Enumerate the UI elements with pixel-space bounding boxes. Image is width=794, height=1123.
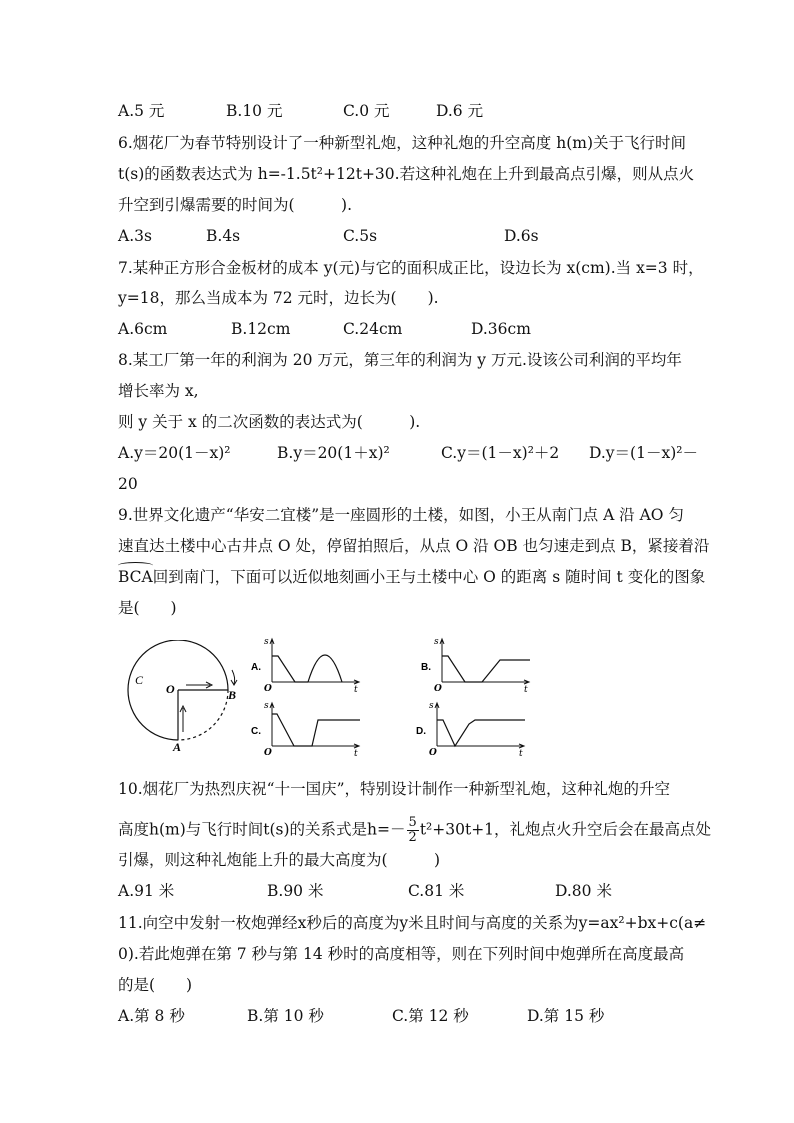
point-b-label: B [228, 688, 237, 702]
q10-line-2-b: t²+30t+1，礼炮点火升空后会在最高点处 [419, 820, 712, 839]
graph-b-label: B. [421, 662, 431, 673]
q9-line-3-rest: 回到南门，下面可以近似地刻画小王与土楼中心 O 的距离 s 随时间 t 变化的图象 [152, 568, 706, 586]
q10-option-a: A.91 米 [118, 882, 175, 900]
q6-line-3: 升空到引爆需要的时间为( ). [118, 196, 353, 214]
q8-option-d-wrap: 20 [118, 475, 138, 493]
point-a-label: A [173, 740, 182, 752]
q5-option-c: C.0 元 [343, 102, 390, 120]
q11-line-2: 0).若此炮弹在第 7 秒与第 14 秒时的高度相等，则在下列时间中炮弹所在高度最高 [118, 945, 685, 963]
q6-option-d: D.6s [504, 227, 539, 245]
q11-line-1: 11.向空中发射一枚炮弹经x秒后的高度为y米且时间与高度的关系为y=ax²+bx+c(a≠ [118, 914, 707, 932]
q6-line-1: 6.烟花厂为春节特别设计了一种新型礼炮，这种礼炮的升空高度 h(m)关于飞行时间 [118, 134, 686, 152]
q9-line-4: 是( ) [118, 599, 177, 617]
graph-d-label: D. [416, 726, 426, 737]
q7-option-d: D.36cm [471, 320, 531, 338]
q6-option-c: C.5s [343, 227, 378, 245]
q8-option-b: B.y＝20(1＋x)² [277, 444, 390, 462]
q11-option-c: C.第 12 秒 [392, 1007, 469, 1025]
graph-b-s: s [434, 637, 439, 647]
q10-line-2 [118, 816, 711, 845]
q11-option-b: B.第 10 秒 [247, 1007, 324, 1025]
q7-line-1: 7.某种正方形合金板材的成本 y(元)与它的面积成正比，设边长为 x(cm).当 x=3 时， [118, 259, 704, 277]
graph-a-s: s [264, 637, 269, 647]
q6-option-b: B.4s [206, 227, 241, 245]
q10-line-1: 10.烟花厂为热烈庆祝“十一国庆”，特别设计制作一种新型礼炮，这种礼炮的升空 [118, 780, 671, 798]
tulou-circle-diagram [120, 640, 250, 752]
graph-c-t: t [354, 749, 358, 758]
graph-option-a [250, 636, 366, 694]
fraction-denominator: 2 [408, 830, 417, 845]
graph-d-t: t [519, 749, 523, 758]
graph-a-t: t [354, 685, 358, 694]
q7-option-b: B.12cm [231, 320, 291, 338]
point-c-label: C [135, 673, 144, 687]
q8-line-3: 则 y 关于 x 的二次函数的表达式为( ). [118, 413, 421, 431]
graph-b-t: t [524, 685, 528, 694]
q7-option-a: A.6cm [118, 320, 168, 338]
graph-c-label: C. [251, 726, 261, 737]
q10-line-3: 引爆，则这种礼炮能上升的最大高度为( ) [118, 851, 441, 869]
q5-option-b: B.10 元 [226, 102, 283, 120]
graph-option-c [250, 700, 366, 758]
q10-option-d: D.80 米 [555, 882, 612, 900]
q10-option-c: C.81 米 [408, 882, 465, 900]
q11-line-3: 的是( ) [118, 976, 193, 994]
graph-option-d [415, 700, 531, 758]
q8-option-d: D.y＝(1－x)²－ [589, 444, 698, 462]
graph-option-b [420, 636, 536, 694]
graph-a-o: O [264, 684, 272, 694]
q10-option-b: B.90 米 [267, 882, 324, 900]
q5-option-d: D.6 元 [436, 102, 484, 120]
graph-b-o: O [434, 684, 442, 694]
q8-option-a: A.y＝20(1－x)² [118, 444, 231, 462]
q7-line-2: y=18，那么当成本为 72 元时，边长为( ). [118, 289, 439, 307]
q10-line-2-a: 高度h(m)与飞行时间t(s)的关系式是h=－ [118, 820, 406, 839]
q6-line-2: t(s)的函数表达式为 h=-1.5t²+12t+30.若这种礼炮在上升到最高点引爆，则从点火 [118, 165, 695, 183]
q9-line-1: 9.世界文化遗产“华安二宜楼”是一座圆形的土楼，如图，小王从南门点 A 沿 AO 匀 [118, 506, 684, 524]
graph-a-label: A. [251, 662, 261, 673]
q6-option-a: A.3s [118, 227, 152, 245]
q7-option-c: C.24cm [343, 320, 403, 338]
graph-d-o: O [429, 748, 437, 758]
q9-line-2: 速直达土楼中心古井点 O 处，停留拍照后，从点 O 沿 OB 也匀速走到点 B，紧接着沿 [118, 537, 710, 555]
q8-line-2: 增长率为 x, [118, 382, 199, 400]
q5-option-a: A.5 元 [118, 102, 165, 120]
fraction-numerator: 5 [408, 815, 417, 830]
q8-line-1: 8.某工厂第一年的利润为 20 万元，第三年的利润为 y 万元.设该公司利润的平均年 [118, 351, 682, 369]
graph-d-s: s [429, 701, 434, 711]
fraction-five-halves [407, 816, 419, 845]
q9-line-3 [118, 567, 705, 587]
arc-bca: BCA [118, 568, 153, 586]
graph-c-s: s [264, 701, 269, 711]
graph-c-o: O [264, 748, 272, 758]
q11-option-a: A.第 8 秒 [118, 1007, 185, 1025]
q8-option-c: C.y＝(1－x)²＋2 [441, 444, 560, 462]
point-o-label: O [166, 682, 175, 696]
q11-option-d: D.第 15 秒 [527, 1007, 605, 1025]
